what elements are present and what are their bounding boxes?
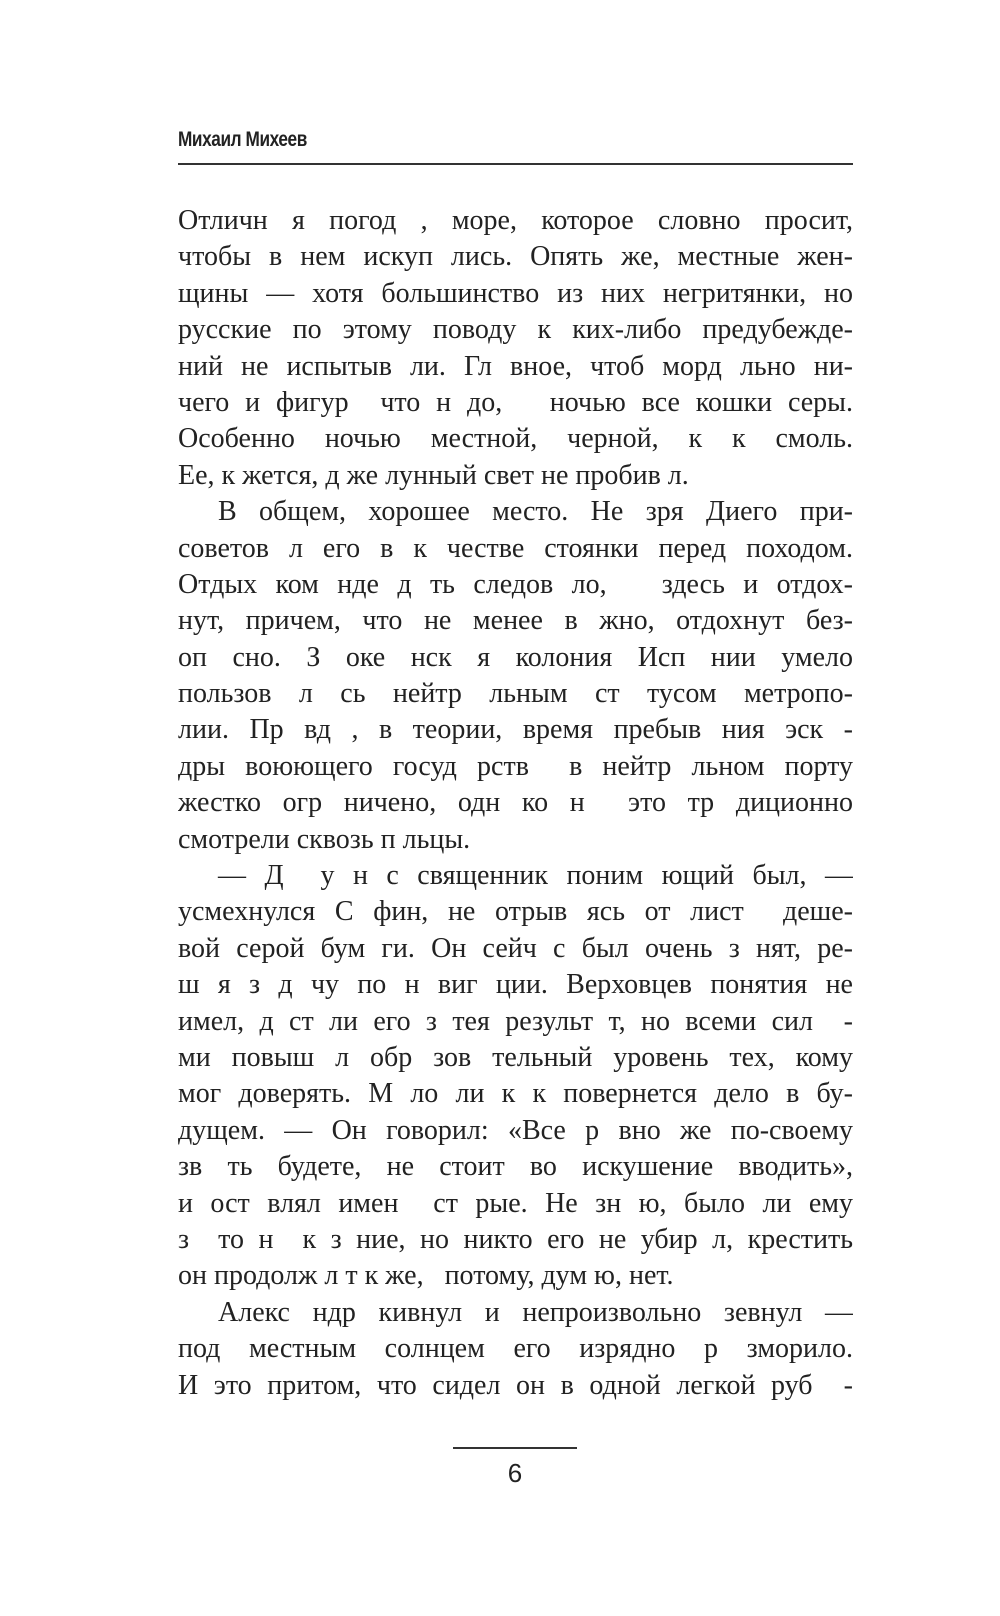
text-line: русские по этому поводу к ких-либо предубежде- (178, 314, 853, 346)
text-line: ш я з д чу по н виг ции. Верховцев понятия не (178, 969, 853, 1001)
text-line: з то н к з ние, но никто его не убир л, крестить (178, 1223, 853, 1255)
text-line: советов л его в к честве стоянки перед походом. (178, 532, 853, 564)
text-line: В общем, хорошее место. Не зря Диего при- (218, 496, 853, 528)
text-line: дры воюющего госуд рств в нейтр льном порту (178, 750, 853, 782)
page-number: 6 (507, 1458, 523, 1488)
folio-rule (453, 1447, 577, 1449)
text-line: ми повыш л обр зов тельный уровень тех, кому (178, 1041, 853, 1073)
text-line: и ост влял имен ст рые. Не зн ю, было ли ему (178, 1187, 853, 1219)
text-line: Особенно ночью местной, черной, к к смоль. (178, 423, 853, 455)
paragraph (178, 203, 853, 494)
paragraph (178, 1295, 853, 1404)
text-line: оп сно. З оке нск я колония Исп нии умело (178, 641, 853, 673)
text-line: — Д у н с священник поним ющий был, — (218, 860, 853, 892)
text-line: щины — хотя большинство из них негритянки, но (178, 277, 853, 309)
text-line: дущем. — Он говорил: «Все р вно же по-своему (178, 1114, 853, 1146)
text-line: чего и фигур что н до, ночью все кошки серы. (178, 386, 853, 418)
text-line: смотрели сквозь п льцы. (178, 823, 471, 855)
text-line: чтобы в нем искуп лись. Опять же, местные жен- (178, 241, 853, 273)
text-line: Отдых ком нде д ть следов ло, здесь и отдох- (178, 568, 853, 600)
body-text (178, 203, 853, 1404)
text-line: ний не испытыв ли. Гл вное, чтоб морд льно ни- (178, 350, 853, 382)
text-line: лии. Пр вд , в теории, время пребыв ния эск - (178, 714, 853, 746)
text-line: пользов л сь нейтр льным ст тусом метропо- (178, 678, 853, 710)
text-line: И это притом, что сидел он в одной легкой руб - (178, 1369, 853, 1401)
text-line: под местным солнцем его изрядно р зморило. (178, 1333, 853, 1365)
paragraph (178, 858, 853, 1295)
text-line: он продолж л т к же, потому, дум ю, нет. (178, 1260, 674, 1292)
text-line: Ее, к жется, д же лунный свет не пробив л. (178, 459, 689, 491)
text-line: Алекс ндр кивнул и непроизвольно зевнул — (218, 1296, 853, 1328)
text-line: жестко огр ничено, одн ко н это тр диционно (178, 787, 853, 819)
text-line: нут, причем, что не менее в жно, отдохнут без- (178, 605, 853, 637)
running-head-author: Михаил Михеев (178, 128, 307, 151)
text-line: вой серой бум ги. Он сейч с был очень з нят, ре- (178, 932, 853, 964)
text-line: зв ть будете, не стоит во искушение вводить», (178, 1151, 853, 1183)
text-line: имел, д ст ли его з тея результ т, но всеми сил - (178, 1005, 853, 1037)
header-rule (178, 163, 853, 165)
text-line: Отличн я погод , море, которое словно просит, (178, 205, 853, 236)
paragraph (178, 494, 853, 858)
text-line: мог доверять. М ло ли к к повернется дело в бу- (178, 1078, 853, 1110)
text-line: усмехнулся С фин, не отрыв ясь от лист деше- (178, 896, 853, 928)
